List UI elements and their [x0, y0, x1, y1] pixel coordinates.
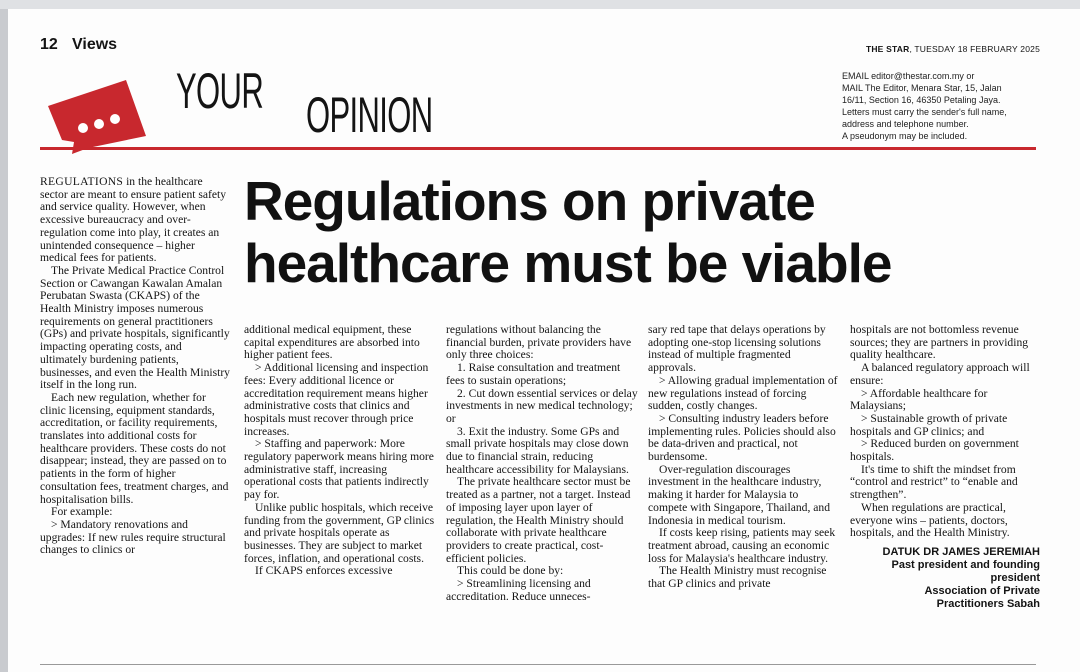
author-signature — [850, 546, 1040, 611]
author-organisation: Association of Private — [924, 584, 1040, 597]
author-organisation: Practitioners Sabah — [936, 597, 1040, 610]
contact-line: EMAIL editor@thestar.com.my or — [842, 71, 975, 81]
lead-word: REGULATIONS — [40, 175, 124, 188]
article-paragraph: 2. Cut down essential services or delay investments in new medical technology; or — [446, 386, 638, 425]
article-headline: Regulations on private healthcare must be viable — [244, 170, 892, 294]
article-paragraph: > Streamlining licensing and accreditation. Reduce unneces- — [446, 577, 591, 603]
article-paragraph: > Consulting industry leaders before implementing rules. Policies should also be data-driven and practical, not burdensome. — [648, 411, 836, 464]
article-column-5 — [850, 324, 1040, 611]
page-number: 12 — [40, 36, 58, 53]
article-paragraph: > Affordable healthcare for Malaysians; — [850, 386, 988, 413]
article-paragraph — [40, 176, 230, 265]
article-paragraph: hospitals are not bottomless revenue sources; they are partners in providing quality healthcare. — [850, 323, 1029, 362]
contact-line: address and telephone number. — [842, 119, 969, 129]
article-paragraph: 1. Raise consultation and treatment fees to sustain operations; — [446, 361, 621, 387]
header-rule — [40, 147, 1036, 150]
column-title-opinion: OPINION — [306, 87, 433, 143]
article-paragraph: The private healthcare sector must be treated as a partner, not a target. Instead of imposing layer upon layer of regulation, the Health Ministry should collaborate with private healthcare providers to create practical, cost-efficient policies. — [446, 475, 631, 565]
article-paragraph: sary red tape that delays operations by adopting one-stop licensing solutions instead of multiple fragmented approvals. — [648, 323, 826, 375]
article-paragraph: > Staffing and paperwork: More regulatory paperwork means hiring more administrative staff, increasing operational costs that patients indirectly pay for. — [244, 437, 434, 502]
lead-text: in the healthcare sector are meant to ensure patient safety and service quality. However, when excessive bureaucracy and over-regulation come into play, it creates an unintended consequence – higher medical fees for patients. — [40, 175, 227, 265]
article-paragraph: additional medical equipment, these capital expenditures are absorbed into higher patient fees. — [244, 323, 420, 362]
article-paragraph: A balanced regulatory approach will ensure: — [850, 361, 1030, 387]
article-paragraph: The Private Medical Practice Control Section or Cawangan Kawalan Amalan Perubatan Swasta (CKAPS) of the Health Ministry imposes numerous requirements on general practitioners (GPs) and private hospitals, significantly impacting operating costs, and ultimately burdening patients, businesses, and even the Health Ministry itself in the long run. — [40, 263, 230, 392]
author-title: president — [990, 571, 1040, 584]
left-edge — [0, 9, 8, 672]
article-paragraph: regulations without balancing the financial burden, private providers have only three choices: — [446, 323, 632, 362]
article-paragraph: > Reduced burden on government hospitals. — [850, 437, 1019, 464]
article-paragraph: When regulations are practical, everyone wins – patients, doctors, hospitals, and the Health Ministry. — [850, 500, 1010, 540]
article-paragraph: > Additional licensing and inspection fees: Every additional licence or accreditation requirement means higher administrative costs that clinics and hospitals must recover through price increases. — [244, 361, 429, 438]
publication-name: THE STAR — [865, 44, 910, 54]
author-title: Past president and founding — [891, 558, 1040, 571]
article-paragraph: Over-regulation discourages investment in the healthcare industry, making it harder for Malaysia to compete with Singapore, Thailand, and Indonesia in medical tourism. — [648, 462, 831, 527]
article-paragraph: This could be done by: — [457, 564, 564, 578]
footer-rule — [40, 664, 1036, 665]
article-paragraph: It's time to shift the mindset from “control and restrict” to “enable and strengthen”. — [850, 462, 1018, 502]
article-paragraph: > Allowing gradual implementation of new regulations instead of forcing sudden, costly changes. — [648, 373, 838, 413]
section-name: Views — [72, 36, 118, 53]
article-paragraph: > Sustainable growth of private hospitals and GP clinics; and — [850, 411, 1008, 438]
article-paragraph: Each new regulation, whether for clinic licensing, equipment standards, accreditation, or facility requirements, translates into additional costs for healthcare providers. These costs do not disappear; instead, they are passed on to patients in the form of higher consultation fees, treatment charges, and hospitalisation bills. — [40, 390, 229, 506]
publication-date: , TUESDAY 18 FEBRUARY 2025 — [909, 44, 1040, 54]
top-bar — [0, 0, 1080, 9]
contact-info — [842, 70, 1042, 142]
article-paragraph: 3. Exit the industry. Some GPs and small private hospitals may close down due to financial strain, reducing healthcare accessibility for Malaysians. — [446, 424, 629, 476]
article-paragraph: > Mandatory renovations and upgrades: If new rules require structural changes to clinics or — [40, 517, 226, 557]
article-paragraph: If CKAPS enforces excessive — [255, 564, 393, 578]
column-title-your: YOUR — [176, 63, 264, 119]
contact-line: A pseudonym may be included. — [842, 131, 968, 141]
article-column-4 — [648, 324, 838, 591]
article-column-1 — [40, 176, 230, 557]
speech-bubble-icon — [44, 72, 164, 159]
contact-line: 16/11, Section 16, 46350 Petaling Jaya. — [842, 95, 1001, 105]
masthead — [866, 44, 1040, 54]
contact-line: MAIL The Editor, Menara Star, 15, Jalan — [842, 83, 1002, 93]
contact-line: Letters must carry the sender's full name, — [842, 107, 1007, 117]
article-paragraph: Unlike public hospitals, which receive funding from the government, GP clinics and private hospitals operate as businesses. They are subject to market forces, inflation, and operational costs. — [244, 500, 435, 565]
article-paragraph: For example: — [51, 505, 113, 519]
article-paragraph: If costs keep rising, patients may seek treatment abroad, causing an economic loss for Malaysia's healthcare industry. — [648, 526, 836, 565]
author-name: DATUK DR JAMES JEREMIAH — [882, 545, 1040, 558]
article-column-2 — [244, 324, 436, 578]
article-paragraph: The Health Ministry must recognise that GP clinics and private — [648, 564, 827, 591]
article-column-3 — [446, 324, 638, 603]
